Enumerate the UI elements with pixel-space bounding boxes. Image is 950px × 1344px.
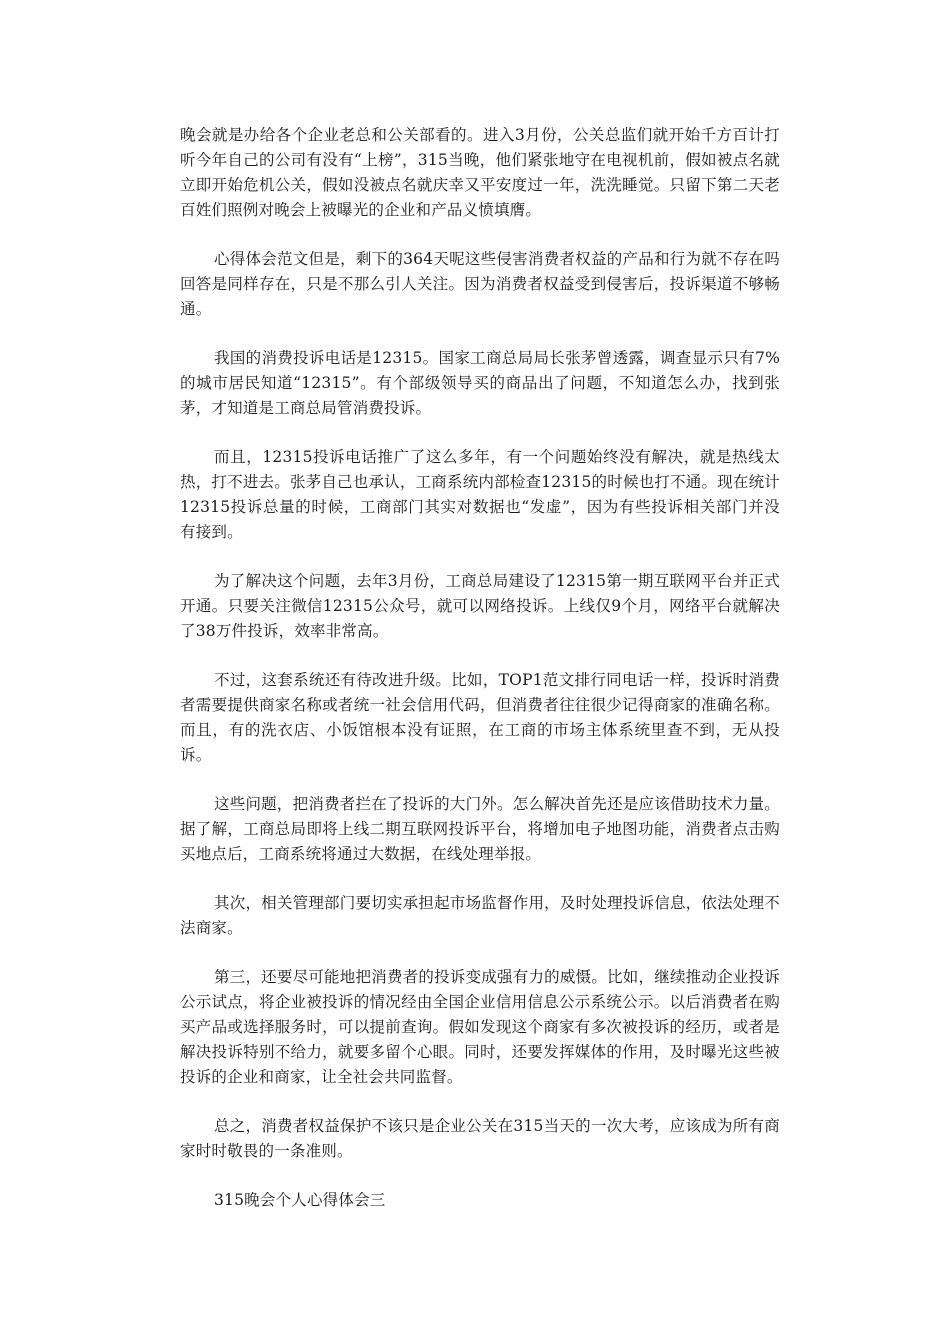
paragraph-1: 晚会就是办给各个企业老总和公关部看的。进入3月份，公关总监们就开始千方百计打听今年自己的公司有没有“上榜”，315当晚，他们紧张地守在电视机前，假如被点名就立即开始危机公关，假如没被点名就庆幸又平安度过一年，洗洗睡觉。只留下第二天老百姓们照例对晚会上被曝光的企业和产品义愤填膺。 xyxy=(180,126,780,219)
paragraph-8: 其次，相关管理部门要切实承担起市场监督作用，及时处理投诉信息，依法处理不法商家。 xyxy=(180,894,780,937)
paragraph-7: 这些问题，把消费者拦在了投诉的大门外。怎么解决首先还是应该借助技术力量。据了解，工商总局即将上线二期互联网投诉平台，将增加电子地图功能，消费者点击购买地点后，工商系统将通过大数据，在线处理举报。 xyxy=(180,795,780,863)
document-body xyxy=(180,123,780,1237)
paragraph-2: 心得体会范文但是，剩下的364天呢这些侵害消费者权益的产品和行为就不存在吗回答是同样存在，只是不那么引人关注。因为消费者权益受到侵害后，投诉渠道不够畅通。 xyxy=(180,250,780,318)
paragraph-5: 为了解决这个问题，去年3月份，工商总局建设了12315第一期互联网平台并正式开通。只要关注微信12315公众号，就可以网络投诉。上线仅9个月，网络平台就解决了38万件投诉，效率非常高。 xyxy=(180,572,780,640)
paragraph-4: 而且，12315投诉电话推广了这么多年，有一个问题始终没有解决，就是热线太热，打不进去。张茅自己也承认，工商系统内部检查12315的时候也打不通。现在统计12315投诉总量的时候，工商部门其实对数据也“发虚”，因为有些投诉相关部门并没有接到。 xyxy=(180,448,780,541)
paragraph-3: 我国的消费投诉电话是12315。国家工商总局局长张茅曾透露，调查显示只有7%的城市居民知道“12315”。有个部级领导买的商品出了问题，不知道怎么办，找到张茅，才知道是工商总局管消费投诉。 xyxy=(180,349,780,417)
paragraph-9: 第三，还要尽可能地把消费者的投诉变成强有力的威慑。比如，继续推动企业投诉公示试点，将企业被投诉的情况经由全国企业信用信息公示系统公示。以后消费者在购买产品或选择服务时，可以提前查询。假如发现这个商家有多次被投诉的经历，或者是解决投诉特别不给力，就要多留个心眼。同时，还要发挥媒体的作用，及时曝光这些被投诉的企业和商家，让全社会共同监督。 xyxy=(180,968,780,1086)
section-heading: 315晚会个人心得体会三 xyxy=(214,1191,386,1209)
paragraph-10: 总之，消费者权益保护不该只是企业公关在315当天的一次大考，应该成为所有商家时时敬畏的一条准则。 xyxy=(180,1117,780,1160)
paragraph-6: 不过，这套系统还有待改进升级。比如，TOP1范文排行同电话一样，投诉时消费者需要提供商家名称或者统一社会信用代码，但消费者往往很少记得商家的准确名称。而且，有的洗衣店、小饭馆根本没有证照，在工商的市场主体系统里查不到，无从投诉。 xyxy=(180,671,780,764)
